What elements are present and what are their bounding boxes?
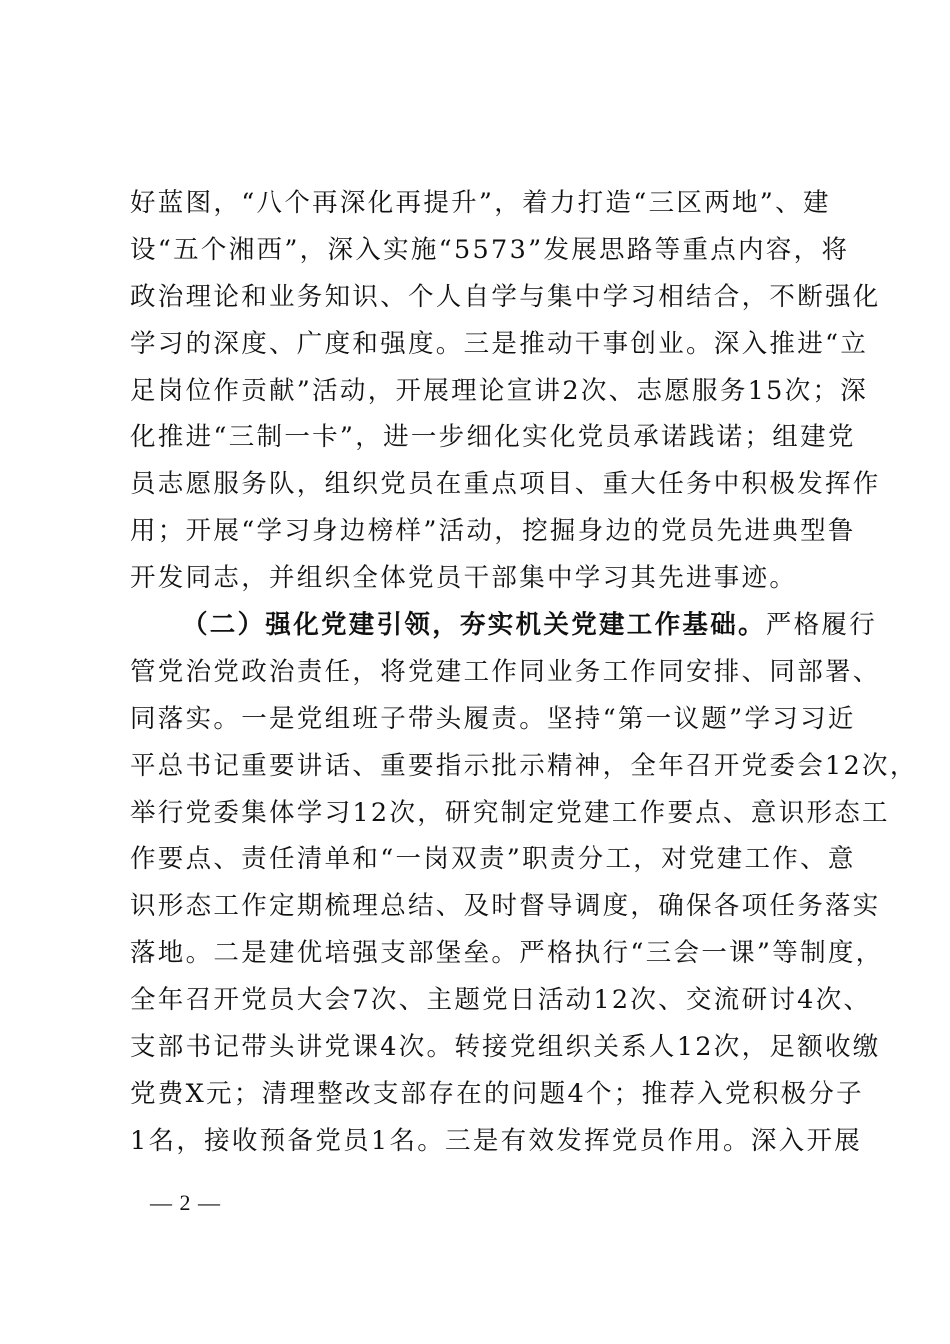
page-number: — 2 —	[150, 1190, 221, 1215]
text-line: 好蓝图，“八个再深化再提升”，着力打造“三区两地”、建	[130, 188, 831, 218]
text-line: 作要点、责任清单和“一岗双责”职责分工，对党建工作、意	[130, 844, 856, 875]
text-line: 支部书记带头讲党课4次。转接党组织关系人12次，足额收缴	[130, 1032, 881, 1063]
text-line: 举行党委集体学习12次，研究制定党建工作要点、意识形态工	[130, 797, 890, 828]
text-line: 平总书记重要讲话、重要指示批示精神，全年召开党委会12次，	[130, 750, 918, 781]
text-line: 学习的深度、广度和强度。三是推动干事创业。深入推进“立	[130, 328, 869, 359]
section-heading-line	[130, 602, 878, 649]
text-line: 全年召开党员大会7次、主题党日活动12次、交流研讨4次、	[130, 985, 872, 1016]
text-line: 党费X元；清理整改支部存在的问题4个；推荐入党积极分子	[130, 1078, 864, 1109]
body-text	[130, 180, 918, 1165]
text-line: 识形态工作定期梳理总结、及时督导调度，确保各项任务落实	[130, 891, 881, 922]
text-line: 1名，接收预备党员1名。三是有效发挥党员作用。深入开展	[130, 1125, 863, 1156]
text-line: 开发同志，并组织全体党员干部集中学习其先进事迹。	[130, 563, 798, 594]
text-line: 化推进“三制一卡”，进一步细化实化党员承诺践诺；组建党	[130, 422, 856, 453]
text-line: 用；开展“学习身边榜样”活动，挖掘身边的党员先进典型鲁	[130, 516, 856, 547]
text-line: 同落实。一是党组班子带头履责。坚持“第一议题”学习习近	[130, 703, 856, 734]
section-heading: （二）强化党建引领，夯实机关党建工作基础。	[182, 610, 766, 641]
text-line: 管党治党政治责任，将党建工作同业务工作同安排、同部署、	[130, 656, 881, 687]
text-line: 政治理论和业务知识、个人自学与集中学习相结合，不断强化	[130, 281, 881, 312]
text-line: 足岗位作贡献”活动，开展理论宣讲2次、志愿服务15次；深	[130, 375, 869, 406]
text-line: 设“五个湘西”，深入实施“5573”发展思路等重点内容，将	[130, 234, 850, 265]
text-line: 落地。二是建优培强支部堡垒。严格执行“三会一课”等制度，	[130, 938, 884, 969]
text-line: 员志愿服务队，组织党员在重点项目、重大任务中积极发挥作	[130, 469, 881, 500]
section-heading-rest: 严格履行	[765, 610, 878, 641]
